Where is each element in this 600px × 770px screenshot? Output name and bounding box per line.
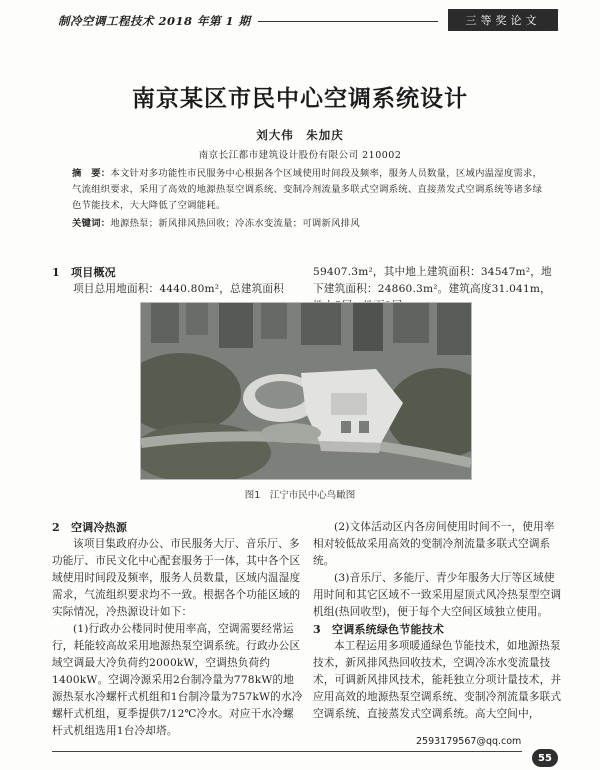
section-2-paragraph-3: (2)文体活动区内各房间使用时间不一，使用率相对较低故采用高效的变制冷剂流量多联式空调系统。 [313, 521, 555, 567]
running-header [0, 8, 600, 34]
section-3-heading: 3 空调系统绿色节能技术 [313, 623, 445, 636]
section-1-text-right: 59407.3m²，其中地上建筑面积：34547m²，地下建筑面积：24860.3m²。建筑高度31.041m， [313, 266, 552, 295]
page-number: 55 [532, 749, 558, 767]
header-divider [258, 21, 438, 22]
section-3-paragraph-1: 本工程运用多项暖通绿色节能技术，如地源热泵技术，新风排风热回收技术，空调冷冻水变流量技术，可调新风排风技术，能耗独立分项计量技术，并应用高效的地源热泵空调系统、变制冷剂流量多联式空调系统、直接蒸发式空调系统。高大空间中， [313, 640, 562, 720]
aerial-photo-figure [140, 302, 472, 480]
abstract-label: 摘 要： [72, 168, 111, 179]
left-column [52, 519, 304, 740]
section-2-heading: 2 空调冷热源 [52, 521, 128, 534]
article-authors: 刘大伟 朱加庆 [256, 128, 344, 142]
author-affiliation: 南京长江都市建筑设计股份有限公司 210002 [198, 150, 402, 161]
right-column [313, 519, 563, 723]
section-tag: 三等奖论文 [448, 9, 558, 31]
keywords [72, 215, 544, 229]
article-title: 南京某区市民中心空调系统设计 [132, 85, 468, 112]
section-1-heading: 1 项目概况 [52, 266, 116, 279]
figure-caption: 图1 江宁市民中心鸟瞰图 [244, 490, 356, 501]
footer-divider [52, 751, 522, 752]
abstract [72, 166, 544, 214]
section-2-paragraph-1: 该项目集政府办公、市民服务大厅、音乐厅、多功能厅、市民文化中心配套服务于一体，其中各个区域使用时间段及频率，服务人员数量，区域内温湿度需求，气流组织要求均不一致。根据各个功能区域的实际情况，冷热源设计如下： [52, 538, 301, 618]
author-email: 2593179567@qq.com [416, 736, 522, 747]
section-2-paragraph-4: (3)音乐厅、多能厅、青少年服务大厅等区域使用时间和其它区域不一致采用屋顶式风冷热泵型空调机组(热回收型)，便于每个大空间区域独立使用。 [313, 572, 562, 618]
section-2-paragraph-2: (1)行政办公楼同时使用率高，空调需要经常运行，耗能较高故采用地源热泵空调系统。行政办公区域空调最大冷负荷约2000kW，空调热负荷约1400kW。空调冷源采用2台制冷量为778kW的地源热泵水冷螺杆式机组和1台制冷量为757kW的水冷螺杆式机组，夏季提供7/12℃冷水。对应干水冷螺杆式机组选用1台冷却塔。 [52, 623, 303, 737]
section-1-text-left: 项目总用地面积：4440.80m²，总建筑面积 [73, 283, 285, 295]
abstract-text: 本文针对多功能性市民服务中心根据各个区域使用时间段及频率，服务人员数量，区域内温湿度需求，气流组织要求，采用了高效的地源热泵空调系统、变制冷剂流量多联式空调系统、直接蒸发式空调系统等诸多绿色节能技术，大大降低了空调能耗。 [72, 168, 543, 211]
keywords-label: 关键词： [72, 218, 111, 229]
journal-name: 制冷空调工程技术 2018 年第 1 期 [58, 14, 251, 28]
aerial-photo-illustration [141, 303, 471, 479]
keywords-text: 地源热泵；新风排风热回收；冷冻水变流量；可调新风排风 [110, 218, 360, 229]
